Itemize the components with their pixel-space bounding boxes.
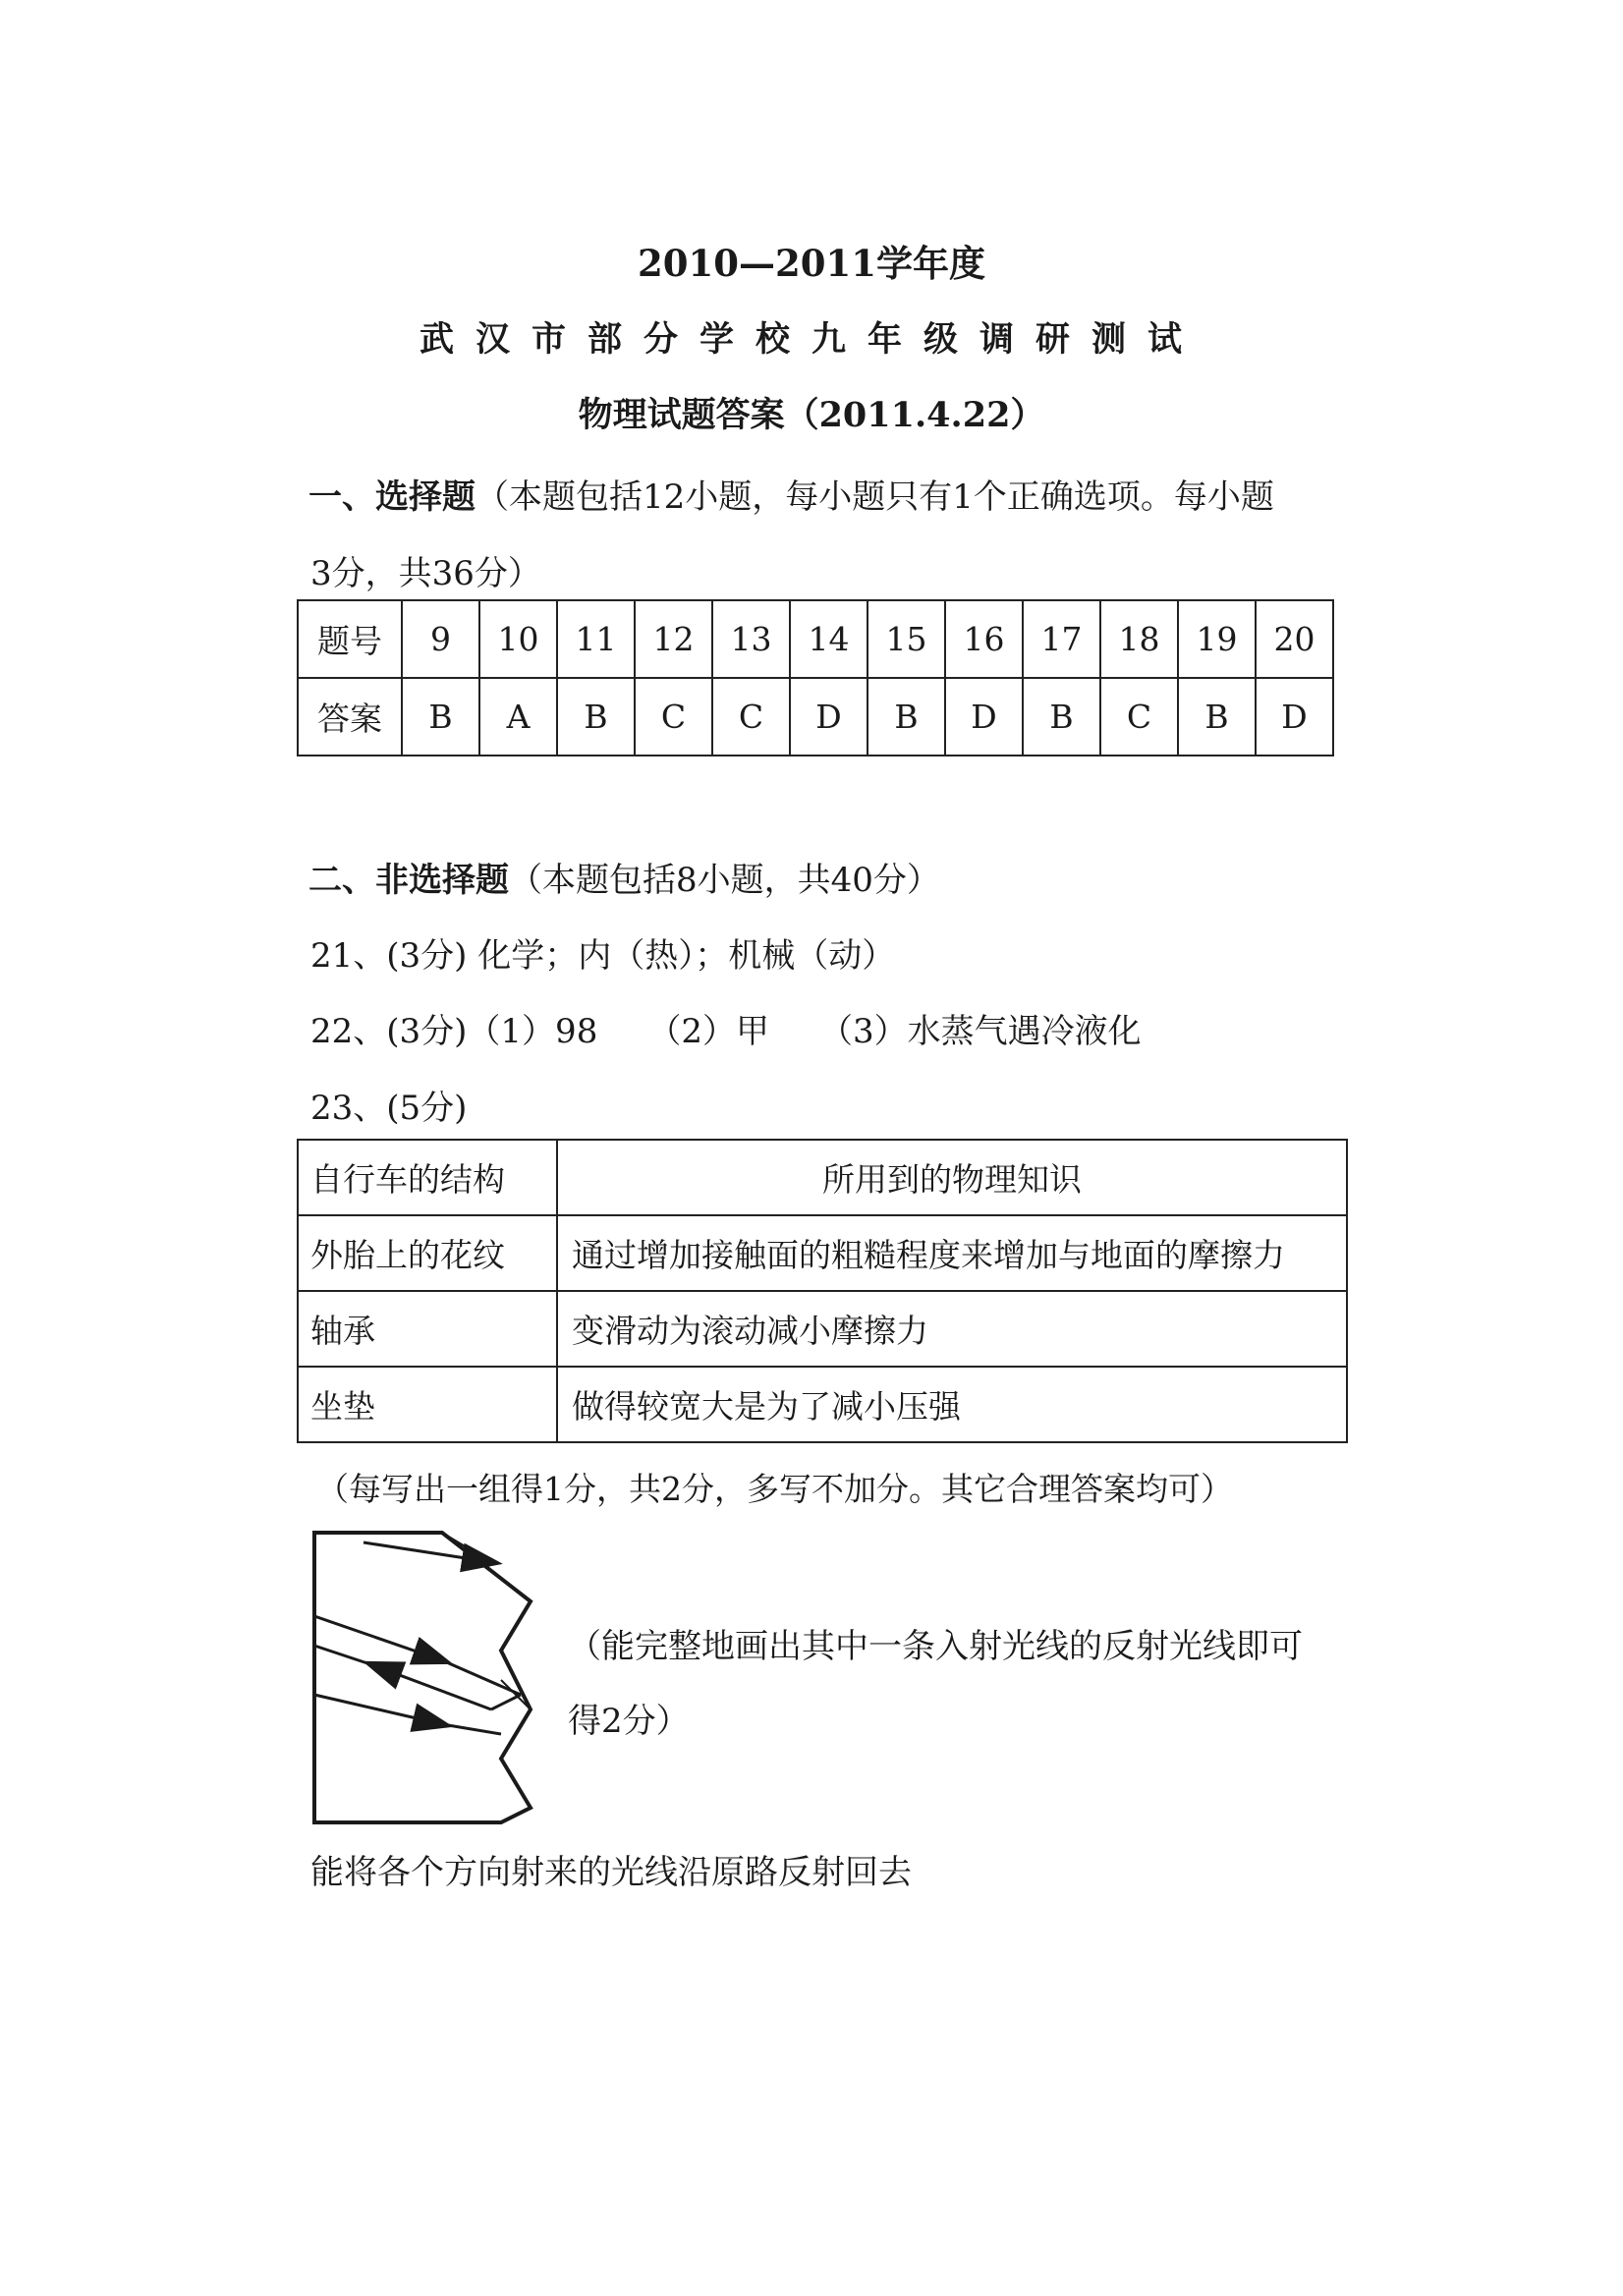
table-row <box>298 1367 1347 1442</box>
table-row-answers <box>298 678 1333 756</box>
section1-description-cont: 3分，共36分） <box>310 554 541 593</box>
question-number-cell: 16 <box>945 600 1023 678</box>
question-number-cell: 11 <box>557 600 635 678</box>
answer-cell: C <box>1100 678 1178 756</box>
answer-cell: C <box>712 678 790 756</box>
answer-q22: 22、(3分)（1）98 （2）甲 （3）水蒸气遇冷液化 <box>310 1012 1142 1051</box>
section1-heading-line <box>308 470 1274 518</box>
structure-cell: 轴承 <box>298 1291 557 1367</box>
section2-heading-line <box>308 853 940 901</box>
knowledge-cell: 通过增加接触面的粗糙程度来增加与地面的摩擦力 <box>557 1215 1347 1291</box>
table-header-row <box>298 1140 1347 1215</box>
knowledge-cell: 变滑动为滚动减小摩擦力 <box>557 1291 1347 1367</box>
answer-cell: D <box>790 678 867 756</box>
reflected-ray-2-tail <box>314 1646 373 1665</box>
answer-q21: 21、(3分) 化学；内（热）；机械（动） <box>310 936 896 976</box>
question-number-cell: 10 <box>479 600 557 678</box>
document-exam-title: 武汉市部分学校九年级调研测试 <box>419 319 1203 360</box>
final-answer-line: 能将各个方向射来的光线沿原路反射回去 <box>310 1853 912 1892</box>
diagram-scoring-note-line1: （能完整地画出其中一条入射光线的反射光线即可 <box>568 1627 1303 1666</box>
column-header-structure: 自行车的结构 <box>298 1140 557 1215</box>
table-scoring-note: （每写出一组得1分，共2分，多写不加分。其它合理答案均可） <box>316 1470 1233 1508</box>
question-number-cell: 15 <box>867 600 945 678</box>
answer-cell: C <box>635 678 712 756</box>
answer-cell: B <box>1023 678 1100 756</box>
question-number-cell: 13 <box>712 600 790 678</box>
structure-cell: 坐垫 <box>298 1367 557 1442</box>
knowledge-cell: 做得较宽大是为了减小压强 <box>557 1367 1347 1442</box>
reflector-outline <box>314 1533 531 1822</box>
section1-description: （本题包括12小题，每小题只有1个正确选项。每小题 <box>476 477 1274 517</box>
row-label-answers: 答案 <box>298 678 402 756</box>
question-number-cell: 9 <box>402 600 479 678</box>
multiple-choice-answer-table <box>297 599 1334 756</box>
answer-cell: B <box>1178 678 1256 756</box>
answer-cell: A <box>479 678 557 756</box>
table-row <box>298 1291 1347 1367</box>
answer-cell: B <box>557 678 635 756</box>
diagram-scoring-note-line2: 得2分） <box>568 1702 690 1741</box>
section2-head: 二、非选择题 <box>308 861 509 900</box>
incident-ray-3-ext <box>442 1724 501 1734</box>
question-number-cell: 14 <box>790 600 867 678</box>
question-number-cell: 12 <box>635 600 712 678</box>
incident-ray-2 <box>314 1616 442 1660</box>
answer-cell: D <box>1256 678 1333 756</box>
structure-cell: 外胎上的花纹 <box>298 1215 557 1291</box>
document-answer-title: 物理试题答案（2011.4.22） <box>578 395 1045 435</box>
bicycle-physics-table <box>297 1139 1348 1443</box>
answer-cell: D <box>945 678 1023 756</box>
reflected-ray-2-back <box>373 1665 491 1709</box>
table-row-numbers <box>298 600 1333 678</box>
question-number-cell: 19 <box>1178 600 1256 678</box>
row-label-numbers: 题号 <box>298 600 402 678</box>
section1-head: 一、选择题 <box>308 477 476 517</box>
section2-description: （本题包括8小题，共40分） <box>509 861 940 900</box>
question-number-cell: 18 <box>1100 600 1178 678</box>
answer-q23: 23、(5分) <box>310 1089 468 1128</box>
table-row <box>298 1215 1347 1291</box>
question-number-cell: 17 <box>1023 600 1100 678</box>
incident-ray-1 <box>364 1542 491 1562</box>
incident-ray-3 <box>314 1695 442 1724</box>
document-year-title: 2010—2011学年度 <box>638 242 985 285</box>
answer-cell: B <box>402 678 479 756</box>
reflected-ray-2 <box>491 1695 521 1709</box>
column-header-knowledge: 所用到的物理知识 <box>557 1140 1347 1215</box>
question-number-cell: 20 <box>1256 600 1333 678</box>
reflector-ray-diagram <box>295 1523 550 1837</box>
answer-cell: B <box>867 678 945 756</box>
